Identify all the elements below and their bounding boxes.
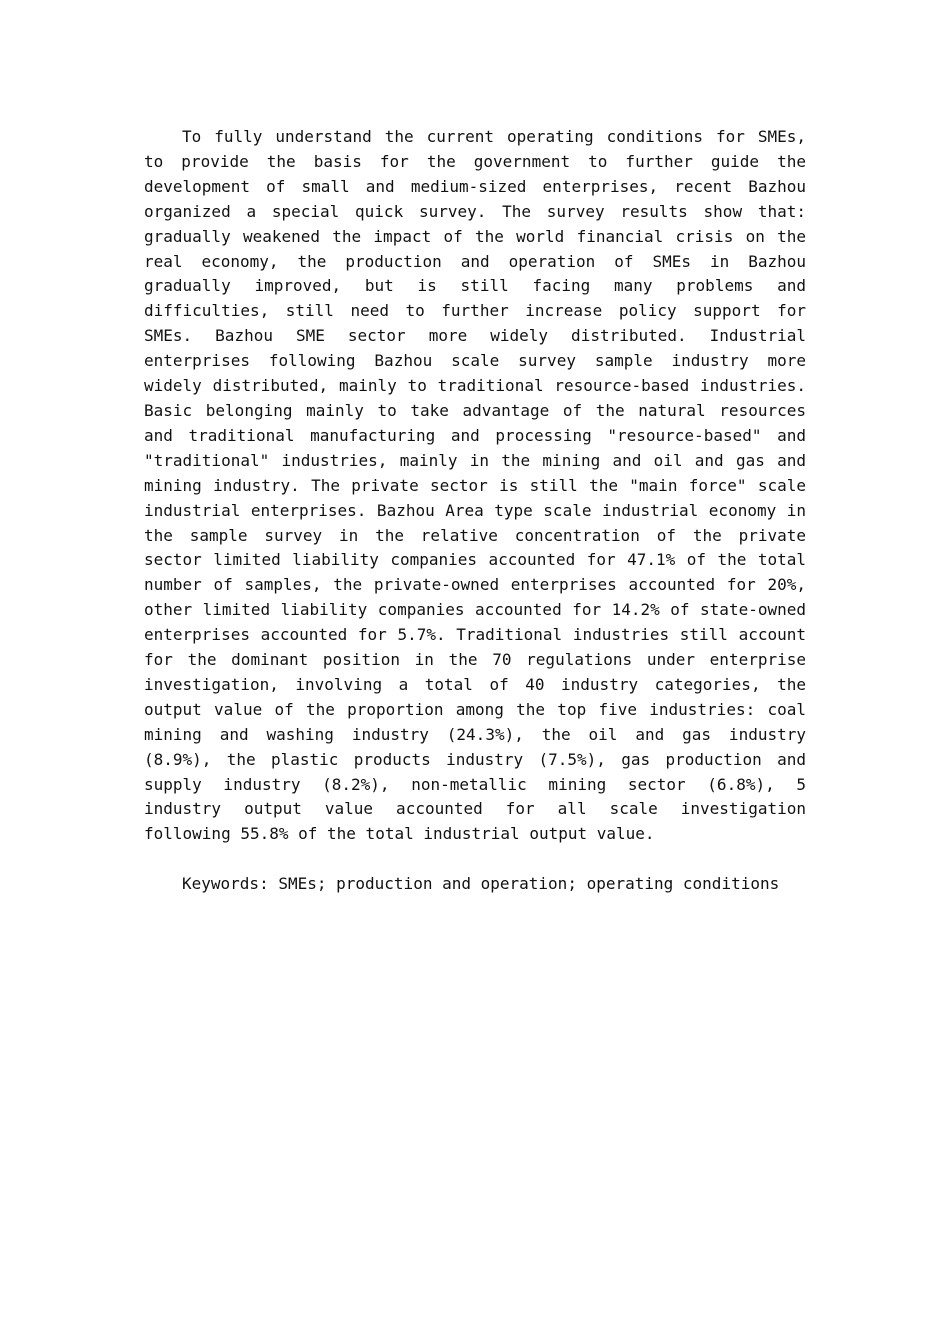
abstract-paragraph: To fully understand the current operating conditions for SMEs, to provide the basis for the government to further guide the development of small and medium-sized enterprises, recent Bazhou organized a special quick survey. The survey results show that: gradually weakened the impact of the world financial crisis on the real economy, the production and operation of SMEs in Bazhou gradually improved, but is still facing many problems and difficulties, still need to further increase policy support for SMEs. Bazhou SME sector more widely distributed. Industrial enterprises following Bazhou scale survey sample industry more widely distributed, mainly to traditional resource-based industries. Basic belonging mainly to take advantage of the natural resources and traditional manufacturing and processing "resource-based" and "traditional" industries, mainly in the mining and oil and gas and mining industry. The private sector is still the "main force" scale industrial enterprises. Bazhou Area type scale industrial economy in the sample survey in the relative concentration of the private sector limited liability companies accounted for 47.1% of the total number of samples, the private-owned enterprises accounted for 20%, other limited liability companies accounted for 14.2% of state-owned enterprises accounted for 5.7%. Traditional industries still account for the dominant position in the 70 regulations under enterprise investigation, involving a total of 40 industry categories, the output value of the proportion among the top five industries: coal mining and washing industry (24.3%), the oil and gas industry (8.9%), the plastic products industry (7.5%), gas production and supply industry (8.2%), non-metallic mining sector (6.8%), 5 industry output value accounted for all scale investigation following 55.8% of the total industrial output value. — [144, 127, 806, 844]
abstract-section — [144, 125, 806, 897]
keywords-line: Keywords: SMEs; production and operation; operating conditions — [182, 874, 780, 894]
